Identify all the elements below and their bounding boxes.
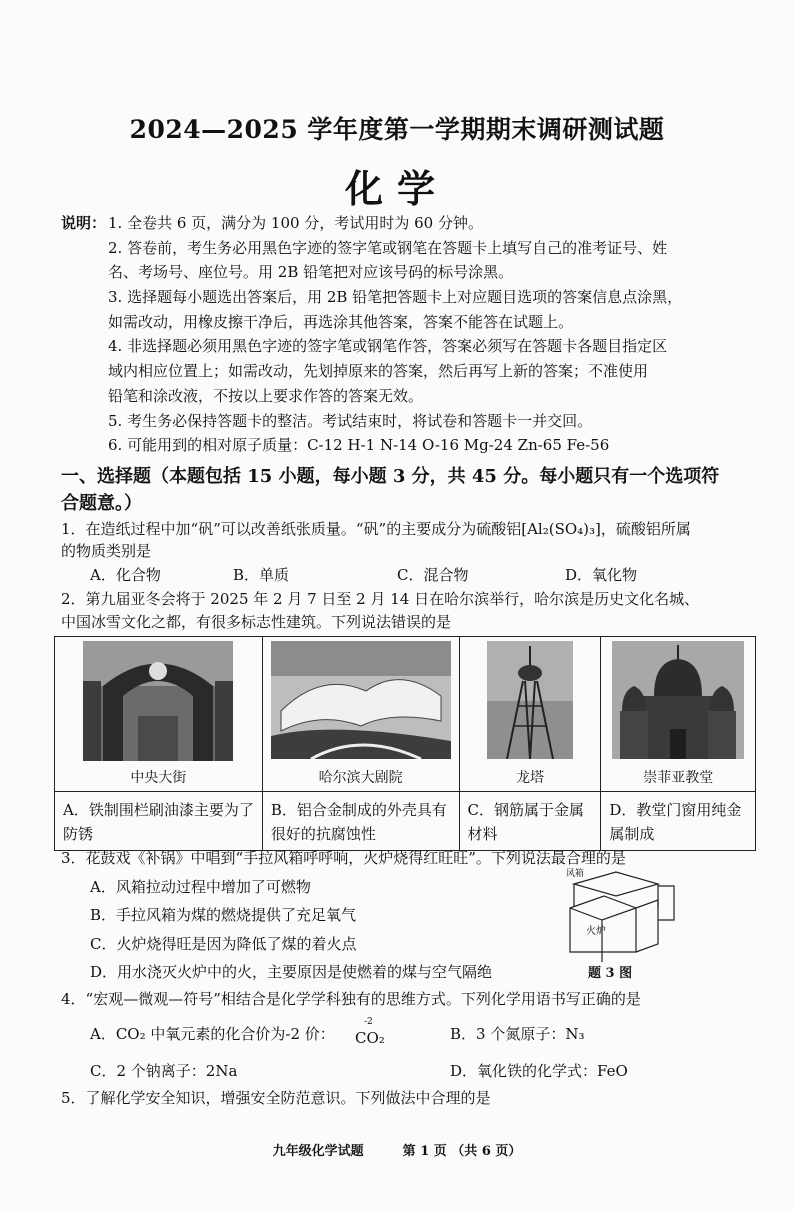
question-2-option-d-cell <box>601 792 756 851</box>
section-heading-cont: 合题意。） <box>61 493 142 514</box>
question-1-stem: 1．在造纸过程中加“矾”可以改善纸张质量。“矾”的主要成分为硫酸铝[Al₂(SO₄)₃]，硫酸铝所属 <box>61 520 691 538</box>
instruction-line: 名、考场号、座位号。用 2B 铅笔把对应该号码的标号涂黑。 <box>108 263 514 281</box>
furnace-label: 火炉 <box>586 926 606 937</box>
question-3-option-a: A．风箱拉动过程中增加了可燃物 <box>90 878 311 896</box>
question-3-option-c: C．火炉烧得旺是因为降低了煤的着火点 <box>90 935 357 953</box>
question-4-option-c: C．2 个钠离子：2Na <box>90 1062 238 1080</box>
question-2-option-b-cell <box>262 792 459 851</box>
dragon-tower-photo <box>487 641 573 759</box>
question-2-option-a-cell <box>55 792 263 851</box>
question-3-option-d: D．用水浇灭火炉中的火，主要原因是使燃着的煤与空气隔绝 <box>90 963 493 981</box>
question-3-option-b: B．手拉风箱为煤的燃烧提供了充足氧气 <box>90 906 357 924</box>
question-2-option-a: A．铁制围栏刷油漆主要为了防锈 <box>63 801 254 843</box>
question-1-option-c: C．混合物 <box>397 566 469 584</box>
question-2-figure-table <box>54 636 756 851</box>
question-1-option-a: A．化合物 <box>90 566 161 584</box>
figure-caption: 龙塔 <box>515 770 544 786</box>
figure-caption: 哈尔滨大剧院 <box>318 770 403 786</box>
co2-formula: CO₂ <box>355 1029 385 1047</box>
footer-page-number: 第 1 页 （共 6 页） <box>402 1144 522 1159</box>
question-2-option-b: B．铝合金制成的外壳具有很好的抗腐蚀性 <box>270 801 447 843</box>
subject-title: 化学 <box>344 166 449 211</box>
bellows-furnace-figure <box>556 864 686 964</box>
instructions-label: 说明： <box>61 214 107 232</box>
figure-caption: 崇菲亚教堂 <box>643 770 714 786</box>
instruction-line: 如需改动，用橡皮擦干净后，再选涂其他答案，答案不能答在试题上。 <box>108 313 574 331</box>
question-4-option-a: A．CO₂ 中氧元素的化合价为-2 价： <box>90 1025 335 1043</box>
question-2-option-d: D．教堂门窗用纯金属制成 <box>609 801 742 843</box>
question-4-stem: 4．“宏观—微观—符号”相结合是化学学科独有的思维方式。下列化学用语书写正确的是 <box>61 990 641 1008</box>
central-street-photo <box>83 641 233 761</box>
instruction-line: 2. 答卷前，考生务必用黑色字迹的签字笔或钢笔在答题卡上填写自己的准考证号、姓 <box>108 239 668 257</box>
question-3-stem: 3．花鼓戏《补锅》中唱到“手拉风箱呼呼响，火炉烧得红旺旺”。下列说法最合理的是 <box>61 849 626 867</box>
figure-cell-sophia-church <box>601 637 756 792</box>
question-2-option-c-cell <box>459 792 601 851</box>
question-1-option-d: D．氧化物 <box>565 566 638 584</box>
question-5-stem: 5．了解化学安全知识，增强安全防范意识。下列做法中合理的是 <box>61 1089 491 1107</box>
instruction-line: 6. 可能用到的相对原子质量：C-12 H-1 N-14 O-16 Mg-24 Zn-65 Fe-56 <box>108 436 610 454</box>
valence-mark: -2 <box>364 1017 373 1027</box>
figure-cell-dragon-tower <box>459 637 601 792</box>
figure-cell-grand-theatre <box>262 637 459 792</box>
instruction-line: 域内相应位置上；如需改动，先划掉原来的答案，然后再写上新的答案；不准使用 <box>108 362 649 380</box>
question-2-option-c: C．钢筋属于金属材料 <box>467 801 584 843</box>
section-heading: 一、选择题（本题包括 15 小题，每小题 3 分，共 45 分。每小题只有一个选项符 <box>61 466 720 487</box>
page-footer <box>0 1140 794 1159</box>
question-1-stem-cont: 的物质类别是 <box>61 542 152 560</box>
instruction-line: 3. 选择题每小题选出答案后，用 2B 铅笔把答题卡上对应题目选项的答案信息点涂黑， <box>108 288 683 306</box>
exam-title: 2024—2025 学年度第一学期期末调研测试题 <box>129 115 665 144</box>
figure-caption: 中央大街 <box>130 770 187 786</box>
bellows-label: 风箱 <box>566 869 585 879</box>
question-4-option-d: D．氧化铁的化学式：FeO <box>450 1062 628 1080</box>
footer-subject: 九年级化学试题 <box>272 1144 364 1159</box>
question-2-stem-cont: 中国冰雪文化之都，有很多标志性建筑。下列说法错误的是 <box>61 613 452 631</box>
instruction-line: 4. 非选择题必须用黑色字迹的签字笔或钢笔作答，答案必须写在答题卡各题目指定区 <box>108 337 668 355</box>
instruction-line: 铅笔和涂改液，不按以上要求作答的答案无效。 <box>108 387 424 405</box>
figure-3-caption: 题 3 图 <box>588 966 633 981</box>
instruction-line: 5. 考生务必保持答题卡的整洁。考试结束时，将试卷和答题卡一并交回。 <box>108 412 593 430</box>
sophia-church-photo <box>612 641 744 759</box>
instruction-line: 1. 全卷共 6 页，满分为 100 分，考试用时为 60 分钟。 <box>108 214 483 232</box>
question-1-option-b: B．单质 <box>233 566 290 584</box>
question-4-option-b: B．3 个氮原子：N₃ <box>450 1025 585 1043</box>
figure-cell-central-street <box>55 637 263 792</box>
question-2-stem: 2．第九届亚冬会将于 2025 年 2 月 7 日至 2 月 14 日在哈尔滨举行，哈尔滨是历史文化名城、 <box>61 590 700 608</box>
grand-theatre-photo <box>271 641 451 759</box>
